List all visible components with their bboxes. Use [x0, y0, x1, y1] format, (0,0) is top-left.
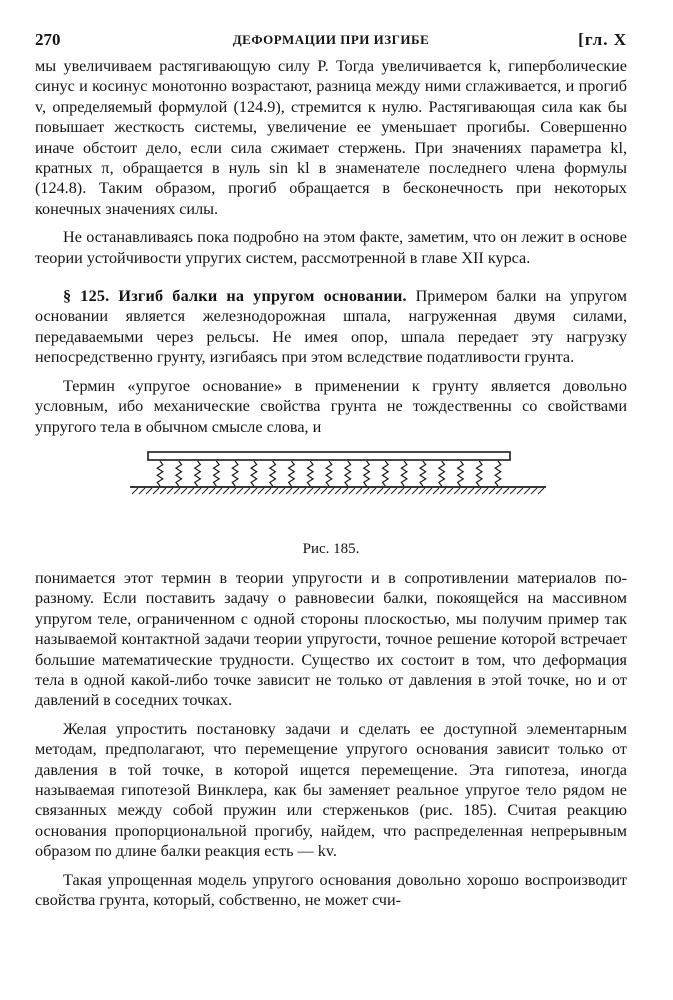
winkler-foundation-diagram [130, 451, 546, 495]
paragraph-section-125 [35, 286, 627, 368]
paragraph-7: Такая упрощенная модель упругого основания довольно хорошо воспроизводит свойства грунта, который, собственно, не может счи- [35, 870, 627, 909]
hatch-line [251, 488, 257, 494]
figure-caption: Рис. 185. [302, 540, 360, 557]
hatch-line [286, 488, 292, 494]
spring [307, 461, 313, 486]
spring [157, 461, 163, 486]
hatch-line [160, 488, 166, 494]
hatch-line [174, 488, 180, 494]
hatch-line [398, 488, 404, 494]
paragraph-1: мы увеличиваем растягивающую силу P. Тогда увеличивается k, гиперболические синус и косинус монотонно возрастают, разница между ними сглаживается, и прогиб v, определяемый формулой (124.9), стремится к нулю. Растягивающая сила как бы повышает жесткость системы, увеличение ее уменьшает прогибы. Совершенно иначе обстоит дело, если сила сжимает стержень. При значениях параметра kl, кратных π, обращается в нуль sin kl в знаменателе последнего члена формулы (124.8). Таким образом, прогиб обращается в бесконечность при некоторых конечных значениях силы. [35, 57, 627, 218]
hatch-line [503, 488, 509, 494]
hatch-line [181, 488, 187, 494]
spring [439, 461, 445, 486]
hatch-line [454, 488, 460, 494]
spring [420, 461, 426, 486]
hatch-line [195, 488, 201, 494]
spring [232, 461, 238, 486]
hatch-line [342, 488, 348, 494]
hatch-line [279, 488, 285, 494]
hatch-line [167, 488, 173, 494]
hatch-line [209, 488, 215, 494]
hatch-line [461, 488, 467, 494]
spring [251, 461, 257, 486]
hatch-line [482, 488, 488, 494]
hatch-line [300, 488, 306, 494]
spring [176, 461, 182, 486]
hatch-line [307, 488, 313, 494]
paragraph-5: понимается этот термин в теории упругости и в сопротивлении материалов по-разному. Если поставить задачу о равновесии балки, покоящейся на массивном упругом теле, ограниченном с одной стороны плоскостью, мы получим пример так называемой контактной задачи теории упругости, точное решение которой встречает большие математические трудности. Существо их состоит в том, что деформация тела в одной какой-либо точке зависит не только от давления в этой точке, но и от давлений в соседних точках. [35, 568, 627, 710]
hatch-line [496, 488, 502, 494]
section-body: Примером балки на упругом основании является железнодорожная шпала, нагруженная двумя силами, передаваемыми через рельсы. Не имея опор, шпала передает эту нагрузку непосредственно грунту, изгибаясь при этом вследствие податливости грунта. [35, 287, 627, 367]
springs-group [157, 461, 501, 486]
hatch-line [440, 488, 446, 494]
spring [195, 461, 201, 486]
hatch-line [321, 488, 327, 494]
spring [326, 461, 332, 486]
hatch-line [524, 488, 530, 494]
spring [289, 461, 295, 486]
hatch-line [426, 488, 432, 494]
running-title: ДЕФОРМАЦИИ ПРИ ИЗГИБЕ [232, 32, 430, 47]
hatch-line [272, 488, 278, 494]
hatch-line [433, 488, 439, 494]
hatch-line [377, 488, 383, 494]
hatch-line [363, 488, 369, 494]
hatch-line [391, 488, 397, 494]
hatch-line [468, 488, 474, 494]
hatch-line [146, 488, 152, 494]
hatch-line [237, 488, 243, 494]
hatch-line [370, 488, 376, 494]
hatch-line [412, 488, 418, 494]
page-header [35, 30, 627, 56]
hatch-line [531, 488, 537, 494]
hatch-line [510, 488, 516, 494]
paragraph-6: Желая упростить постановку задачи и сделать ее доступной элементарным методам, предполагают, что перемещение упругого основания зависит только от давления в той точке, в которой ищется перемещение. Эта гипотеза, иногда называемая гипотезой Винклера, как бы заменяет реальное упругое тело рядом не связанных между собой пружин или стерженьков (рис. 185). Считая реакцию основания пропорциональной прогибу, найдем, что распределенная непрерывным образом по длине балки реакция есть — kv. [35, 719, 627, 861]
hatch-line [419, 488, 425, 494]
hatch-line [132, 488, 138, 494]
hatch-line [216, 488, 222, 494]
hatch-line [244, 488, 250, 494]
hatch-line [153, 488, 159, 494]
spring [345, 461, 351, 486]
section-heading: § 125. Изгиб балки на упругом основании. [63, 287, 407, 306]
spring [401, 461, 407, 486]
hatch-line [517, 488, 523, 494]
spring [476, 461, 482, 486]
hatch-line [538, 488, 544, 494]
book-page [35, 30, 627, 910]
spring [364, 461, 370, 486]
hatch-line [384, 488, 390, 494]
spring [495, 461, 501, 486]
hatch-line [328, 488, 334, 494]
spring [383, 461, 389, 486]
hatch-line [356, 488, 362, 494]
hatch-line [258, 488, 264, 494]
figure-185 [35, 447, 627, 539]
spring [270, 461, 276, 486]
hatch-line [188, 488, 194, 494]
hatch-line [489, 488, 495, 494]
chapter-marker: [гл. X [578, 30, 627, 49]
ground-hatching [132, 488, 544, 494]
spring [214, 461, 220, 486]
hatch-line [447, 488, 453, 494]
hatch-line [349, 488, 355, 494]
hatch-line [223, 488, 229, 494]
hatch-line [230, 488, 236, 494]
hatch-line [202, 488, 208, 494]
hatch-line [314, 488, 320, 494]
hatch-line [139, 488, 145, 494]
hatch-line [335, 488, 341, 494]
paragraph-2: Не останавливаясь пока подробно на этом факте, заметим, что он лежит в основе теории устойчивости упругих систем, рассмотренной в главе XII курса. [35, 228, 627, 267]
paragraph-4: Термин «упругое основание» в применении к грунту является довольно условным, ибо механические свойства грунта не тождественны со свойствами упругого тела в обычном смысле слова, и [35, 376, 627, 436]
hatch-line [475, 488, 481, 494]
hatch-line [293, 488, 299, 494]
spring [458, 461, 464, 486]
hatch-line [265, 488, 271, 494]
hatch-line [405, 488, 411, 494]
beam [148, 452, 510, 460]
page-number: 270 [35, 30, 61, 49]
